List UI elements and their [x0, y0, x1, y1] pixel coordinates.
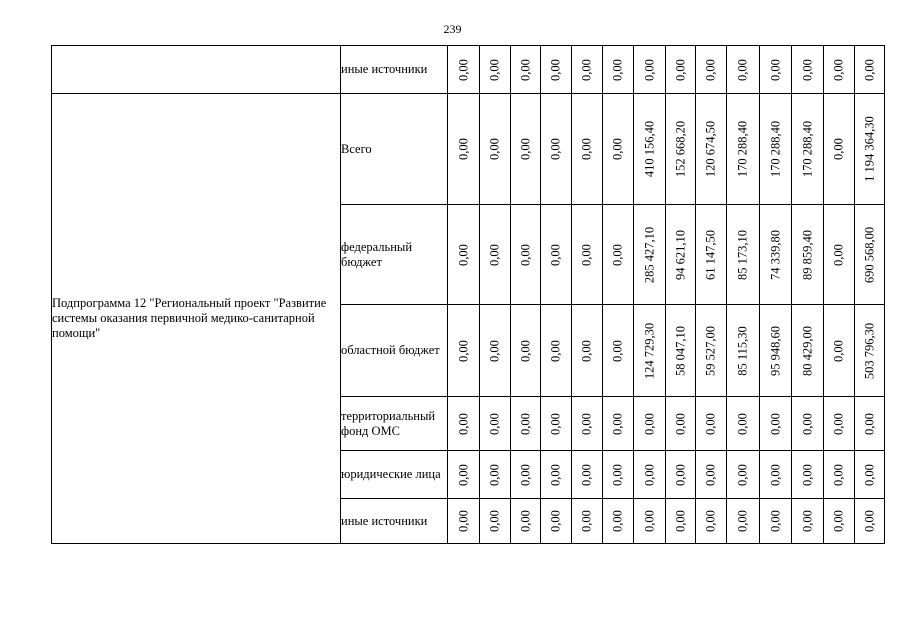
value-text: 0,00	[487, 138, 502, 160]
value-cell	[572, 451, 603, 499]
value-cell	[511, 305, 541, 397]
value-text: 0,00	[800, 463, 814, 486]
value-text: 503 796,30	[862, 322, 876, 379]
value-text: 0,00	[456, 243, 470, 266]
value-text: 0,00	[548, 463, 563, 486]
value-text: 690 568,00	[862, 226, 876, 283]
value-cell	[760, 499, 792, 544]
value-text: 0,00	[768, 58, 782, 81]
value-text: 0,00	[518, 510, 532, 532]
value-cell	[541, 205, 572, 305]
value-text: 0,00	[487, 243, 502, 266]
value-cell	[727, 451, 760, 499]
value-cell	[696, 397, 727, 451]
value-cell	[696, 94, 727, 205]
value-cell	[666, 46, 696, 94]
value-cell	[824, 451, 855, 499]
value-text: 0,00	[642, 510, 656, 532]
value-cell	[634, 205, 666, 305]
value-text: 0,00	[579, 463, 594, 486]
value-text: 0,00	[862, 412, 876, 435]
value-cell	[696, 305, 727, 397]
value-text: 58 047,10	[673, 325, 687, 376]
value-text: 410 156,40	[642, 120, 656, 178]
value-text: 0,00	[610, 58, 625, 81]
value-text: 152 668,20	[673, 120, 687, 178]
program-name	[52, 46, 341, 94]
value-cell	[541, 305, 572, 397]
value-text: 0,00	[456, 510, 470, 532]
value-text: 0,00	[768, 463, 782, 486]
value-text: 0,00	[518, 463, 532, 486]
value-text: 120 674,50	[703, 120, 718, 178]
budget-table	[51, 45, 885, 544]
value-cell	[760, 397, 792, 451]
value-cell	[603, 397, 634, 451]
value-cell	[760, 46, 792, 94]
value-text: 0,00	[673, 58, 687, 81]
value-text: 59 527,00	[703, 325, 718, 376]
value-cell	[541, 499, 572, 544]
value-text: 0,00	[642, 463, 656, 486]
value-text: 85 173,10	[735, 229, 750, 280]
value-cell	[792, 499, 824, 544]
value-cell	[572, 46, 603, 94]
funding-source: Всего	[341, 94, 448, 205]
value-cell	[603, 94, 634, 205]
value-cell	[855, 205, 885, 305]
value-text: 0,00	[548, 510, 563, 532]
value-cell	[824, 205, 855, 305]
value-cell	[696, 46, 727, 94]
funding-source: областной бюджет	[341, 305, 448, 397]
value-cell	[448, 451, 480, 499]
value-text: 0,00	[673, 463, 687, 486]
value-text: 61 147,50	[703, 229, 718, 280]
value-cell	[666, 499, 696, 544]
value-text: 0,00	[768, 510, 782, 532]
value-cell	[480, 305, 511, 397]
funding-source: федеральный бюджет	[341, 205, 448, 305]
funding-source: иные источники	[341, 499, 448, 544]
value-cell	[480, 46, 511, 94]
value-text: 0,00	[456, 412, 470, 435]
value-cell	[824, 305, 855, 397]
value-cell	[448, 46, 480, 94]
value-cell	[727, 46, 760, 94]
value-text: 1 194 364,30	[862, 116, 876, 182]
value-cell	[760, 94, 792, 205]
value-text: 0,00	[610, 243, 625, 266]
value-cell	[760, 451, 792, 499]
value-cell	[448, 94, 480, 205]
value-cell	[511, 46, 541, 94]
value-cell	[727, 205, 760, 305]
value-cell	[511, 397, 541, 451]
value-text: 0,00	[735, 412, 750, 435]
value-cell	[855, 305, 885, 397]
value-text: 285 427,10	[642, 226, 656, 283]
value-text: 170 288,40	[735, 120, 750, 178]
value-cell	[634, 46, 666, 94]
program-name: Подпрограмма 12 "Региональный проект "Развитие системы оказания первичной медико-санитарной помощи"	[52, 94, 341, 544]
value-cell	[603, 305, 634, 397]
value-text: 0,00	[610, 510, 625, 532]
value-cell	[603, 451, 634, 499]
value-cell	[855, 451, 885, 499]
value-cell	[511, 451, 541, 499]
value-text: 170 288,40	[800, 120, 814, 178]
page-number: 239	[443, 22, 462, 36]
value-cell	[634, 94, 666, 205]
value-cell	[855, 46, 885, 94]
value-text: 0,00	[548, 243, 563, 266]
value-text: 0,00	[673, 412, 687, 435]
funding-source: территориальный фонд ОМС	[341, 397, 448, 451]
value-text: 0,00	[518, 138, 532, 160]
value-text: 0,00	[518, 339, 532, 362]
value-text: 0,00	[610, 138, 625, 160]
value-cell	[855, 499, 885, 544]
value-cell	[792, 205, 824, 305]
value-cell	[792, 305, 824, 397]
value-text: 89 859,40	[800, 229, 814, 280]
value-text: 0,00	[800, 58, 814, 81]
funding-source: иные источники	[341, 46, 448, 94]
value-text: 0,00	[548, 58, 563, 81]
value-cell	[855, 397, 885, 451]
value-text: 0,00	[831, 339, 846, 362]
value-text: 0,00	[456, 138, 470, 160]
value-text: 0,00	[831, 463, 846, 486]
value-text: 0,00	[862, 463, 876, 486]
value-text: 0,00	[673, 510, 687, 532]
value-text: 0,00	[800, 412, 814, 435]
value-text: 0,00	[456, 339, 470, 362]
value-cell	[603, 499, 634, 544]
value-cell	[666, 397, 696, 451]
value-text: 0,00	[579, 510, 594, 532]
value-cell	[792, 46, 824, 94]
value-cell	[696, 205, 727, 305]
value-cell	[480, 94, 511, 205]
value-text: 0,00	[703, 58, 718, 81]
value-cell	[480, 451, 511, 499]
value-cell	[603, 46, 634, 94]
value-text: 94 621,10	[673, 229, 687, 280]
value-text: 0,00	[487, 339, 502, 362]
value-cell	[727, 397, 760, 451]
value-cell	[792, 397, 824, 451]
value-text: 0,00	[548, 138, 563, 160]
value-text: 0,00	[768, 412, 782, 435]
value-text: 0,00	[579, 412, 594, 435]
value-cell	[824, 46, 855, 94]
value-text: 85 115,30	[735, 325, 750, 376]
value-text: 0,00	[579, 138, 594, 160]
value-cell	[824, 397, 855, 451]
value-cell	[824, 499, 855, 544]
value-text: 0,00	[831, 138, 846, 160]
value-text: 0,00	[735, 510, 750, 532]
value-text: 0,00	[735, 463, 750, 486]
value-cell	[634, 451, 666, 499]
value-cell	[480, 205, 511, 305]
value-text: 0,00	[610, 412, 625, 435]
value-text: 80 429,00	[800, 325, 814, 376]
value-cell	[760, 205, 792, 305]
table-row	[52, 46, 885, 94]
value-cell	[634, 499, 666, 544]
value-text: 0,00	[456, 463, 470, 486]
value-text: 0,00	[579, 339, 594, 362]
value-cell	[572, 94, 603, 205]
value-cell	[541, 46, 572, 94]
value-text: 0,00	[610, 339, 625, 362]
value-text: 0,00	[642, 58, 656, 81]
value-cell	[603, 205, 634, 305]
value-text: 95 948,60	[768, 325, 782, 376]
value-cell	[511, 94, 541, 205]
value-cell	[696, 451, 727, 499]
value-text: 0,00	[735, 58, 750, 81]
value-text: 0,00	[579, 58, 594, 81]
value-cell	[511, 205, 541, 305]
value-text: 124 729,30	[642, 322, 656, 379]
value-text: 0,00	[831, 58, 846, 81]
value-text: 0,00	[487, 463, 502, 486]
value-text: 0,00	[548, 339, 563, 362]
value-cell	[448, 205, 480, 305]
table-row	[52, 94, 885, 205]
value-cell	[666, 305, 696, 397]
value-text: 0,00	[548, 412, 563, 435]
value-cell	[480, 499, 511, 544]
value-cell	[448, 499, 480, 544]
value-text: 0,00	[579, 243, 594, 266]
value-text: 0,00	[800, 510, 814, 532]
value-cell	[572, 397, 603, 451]
value-text: 0,00	[703, 510, 718, 532]
value-text: 0,00	[487, 412, 502, 435]
value-cell	[792, 94, 824, 205]
value-text: 170 288,40	[768, 120, 782, 178]
value-text: 0,00	[862, 58, 876, 81]
value-cell	[855, 94, 885, 205]
value-text: 0,00	[703, 463, 718, 486]
value-cell	[760, 305, 792, 397]
value-text: 0,00	[703, 412, 718, 435]
value-text: 0,00	[831, 243, 846, 266]
value-cell	[727, 305, 760, 397]
value-cell	[572, 499, 603, 544]
value-cell	[541, 94, 572, 205]
value-cell	[634, 397, 666, 451]
value-cell	[541, 451, 572, 499]
value-text: 0,00	[518, 243, 532, 266]
value-text: 0,00	[518, 58, 532, 81]
value-cell	[666, 451, 696, 499]
value-cell	[666, 205, 696, 305]
value-text: 0,00	[487, 58, 502, 81]
value-cell	[824, 94, 855, 205]
value-cell	[634, 305, 666, 397]
value-cell	[666, 94, 696, 205]
value-text: 74 339,80	[768, 229, 782, 280]
value-cell	[727, 499, 760, 544]
value-text: 0,00	[831, 412, 846, 435]
value-text: 0,00	[487, 510, 502, 532]
value-text: 0,00	[610, 463, 625, 486]
value-cell	[448, 305, 480, 397]
value-cell	[541, 397, 572, 451]
value-text: 0,00	[642, 412, 656, 435]
value-cell	[696, 499, 727, 544]
value-cell	[448, 397, 480, 451]
value-cell	[480, 397, 511, 451]
value-text: 0,00	[862, 510, 876, 532]
value-cell	[511, 499, 541, 544]
value-cell	[792, 451, 824, 499]
funding-source: юридические лица	[341, 451, 448, 499]
value-cell	[572, 205, 603, 305]
value-text: 0,00	[456, 58, 470, 81]
value-text: 0,00	[831, 510, 846, 532]
value-cell	[727, 94, 760, 205]
value-text: 0,00	[518, 412, 532, 435]
value-cell	[572, 305, 603, 397]
